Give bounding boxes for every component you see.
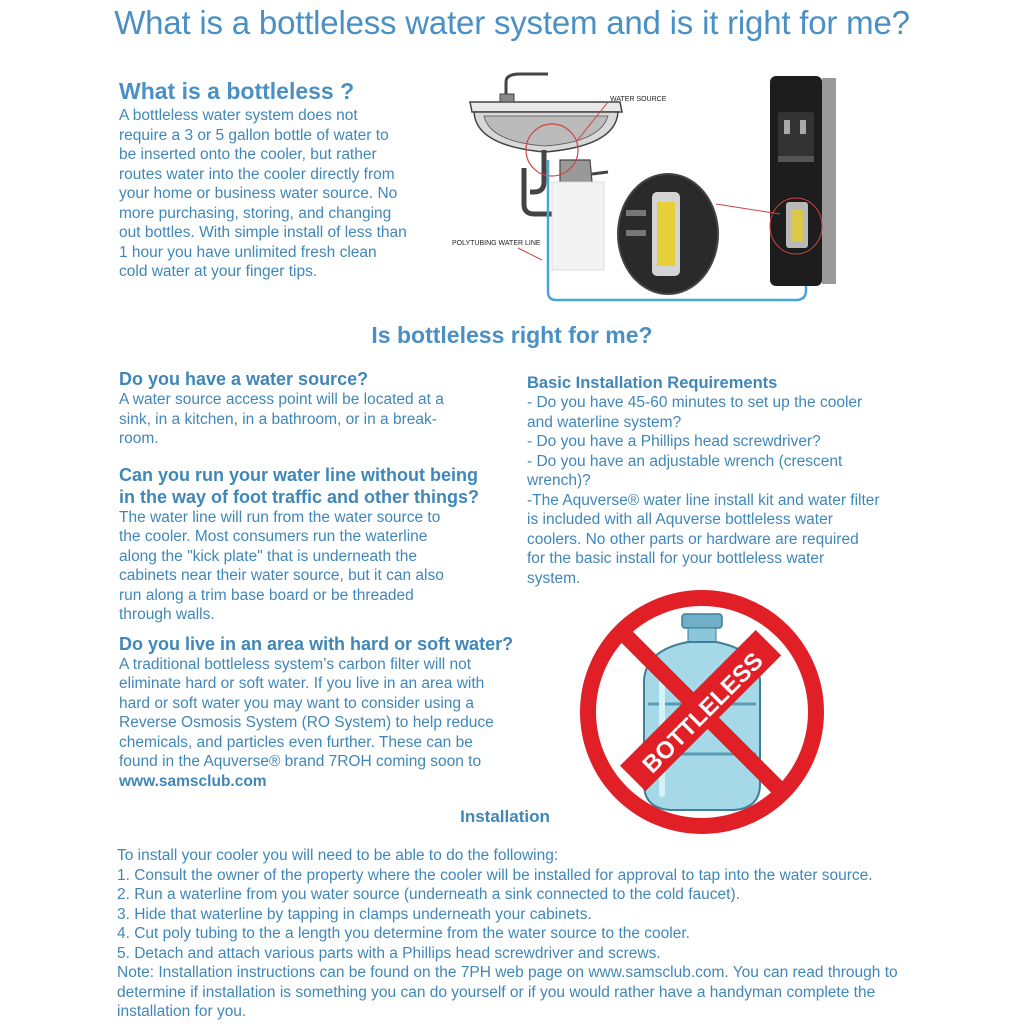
body-line: more purchasing, storing, and changing [119,204,392,222]
body-line: A traditional bottleless system’s carbon filter will not [119,655,472,673]
body-line: run along a trim base board or be threaded [119,586,414,604]
water-cooler-illustration [770,76,836,286]
body-line: determine if installation is something you can do yourself or if you would rather have a handyman complete the [117,983,876,1001]
requirements-body [527,393,887,588]
body-line: 4. Cut poly tubing to the a length you determine from the water source to the cooler. [117,925,690,942]
installation-diagram [440,64,860,320]
question-body [119,655,519,792]
page-title: What is a bottleless water system and is it right for me? [114,4,910,41]
callout-line [518,248,542,260]
bottleless-badge-text: BOTTLELESS [637,647,769,779]
body-line: room. [119,430,159,447]
question-body [119,390,519,449]
filter-closeup-illustration [618,174,718,294]
body-line: is included with all Aquverse bottleless water [527,511,833,528]
requirements-section [527,373,887,588]
body-line: found in the Aquverse® brand 7ROH coming soon to [119,753,482,770]
section-heading-right-for-me: Is bottleless right for me? [371,322,653,348]
body-line: through walls. [119,606,215,623]
body-line: system. [527,569,581,587]
body-line: - Do you have 45-60 minutes to set up the cooler [527,394,863,411]
cabinet [552,182,604,270]
question-heading: Do you have a water source? [119,369,369,389]
water-source-label: WATER SOURCE [610,96,667,103]
body-line: cold water at your finger tips. [119,263,318,280]
body-line: routes water into the cooler directly from [119,165,395,183]
body-line: 2. Run a waterline from you water source (underneath a sink connected to the cold faucet). [117,886,740,903]
no-bottle-sign [574,584,830,840]
polytubing-label: POLYTUBING WATER LINE [452,240,541,247]
questions-column [119,368,519,791]
body-line: 5. Detach and attach various parts with a Phillips head screwdriver and screws. [117,944,661,962]
body-line: the cooler. Most consumers run the waterline [119,528,428,545]
requirements-heading: Basic Installation Requirements [527,374,778,392]
body-line: 1. Consult the owner of the property where the cooler will be installed for approval to tap into the water source. [117,866,873,884]
body-line: wrench)? [527,472,591,489]
body-line: Note: Installation instructions can be found on the 7PH web page on www.samsclub.com. You can read through to [117,964,898,981]
body-line: -The Aquverse® water line install kit and water filter [527,491,880,509]
body-line: A water source access point will be located at a [119,391,444,408]
body-line: along the "kick plate" that is underneath the [119,547,417,565]
body-line: chemicals, and particles even further. These can be [119,733,473,751]
body-line: cabinets near their water source, but it can also [119,567,444,584]
body-line: The water line will run from the water source to [119,508,441,526]
body-line: for the basic install for your bottleless water [527,550,825,567]
body-line: installation for you. [117,1003,247,1020]
heading-line: in the way of foot traffic and other things? [119,486,479,507]
body-line: coolers. No other parts or hardware are required [527,530,859,548]
body-line: out bottles. With simple install of less than [119,224,407,241]
installation-body [117,846,917,1022]
question-body [119,508,519,625]
body-line: Reverse Osmosis System (RO System) to help reduce [119,714,494,731]
body-line: your home or business water source. No [119,185,398,202]
installation-heading: Installation [460,807,550,826]
body-line: To install your cooler you will need to be able to do the following: [117,847,559,864]
body-line: and waterline system? [527,413,682,431]
heading-line: Can you run your water line without being [119,464,479,485]
question-heading [119,464,519,508]
body-line: - Do you have an adjustable wrench (crescent [527,452,843,470]
body-line: sink, in a kitchen, in a bathroom, or in a break- [119,410,437,428]
what-is-heading: What is a bottleless ? [119,78,355,104]
samsclub-link[interactable]: www.samsclub.com [119,772,267,790]
body-line: eliminate hard or soft water. If you live in an area with [119,675,485,692]
what-is-body [119,106,449,282]
body-line: be inserted onto the cooler, but rather [119,146,377,163]
body-line: hard or soft water you may want to consider using a [119,694,474,712]
question-heading: Do you live in an area with hard or soft water? [119,633,514,654]
body-line: 3. Hide that waterline by tapping in clamps underneath your cabinets. [117,905,592,923]
what-is-section [119,78,449,282]
body-line: 1 hour you have unlimited fresh clean [119,243,377,261]
body-line: - Do you have a Phillips head screwdriver? [527,433,821,450]
body-line: A bottleless water system does not [119,107,358,124]
body-line: require a 3 or 5 gallon bottle of water to [119,126,389,144]
